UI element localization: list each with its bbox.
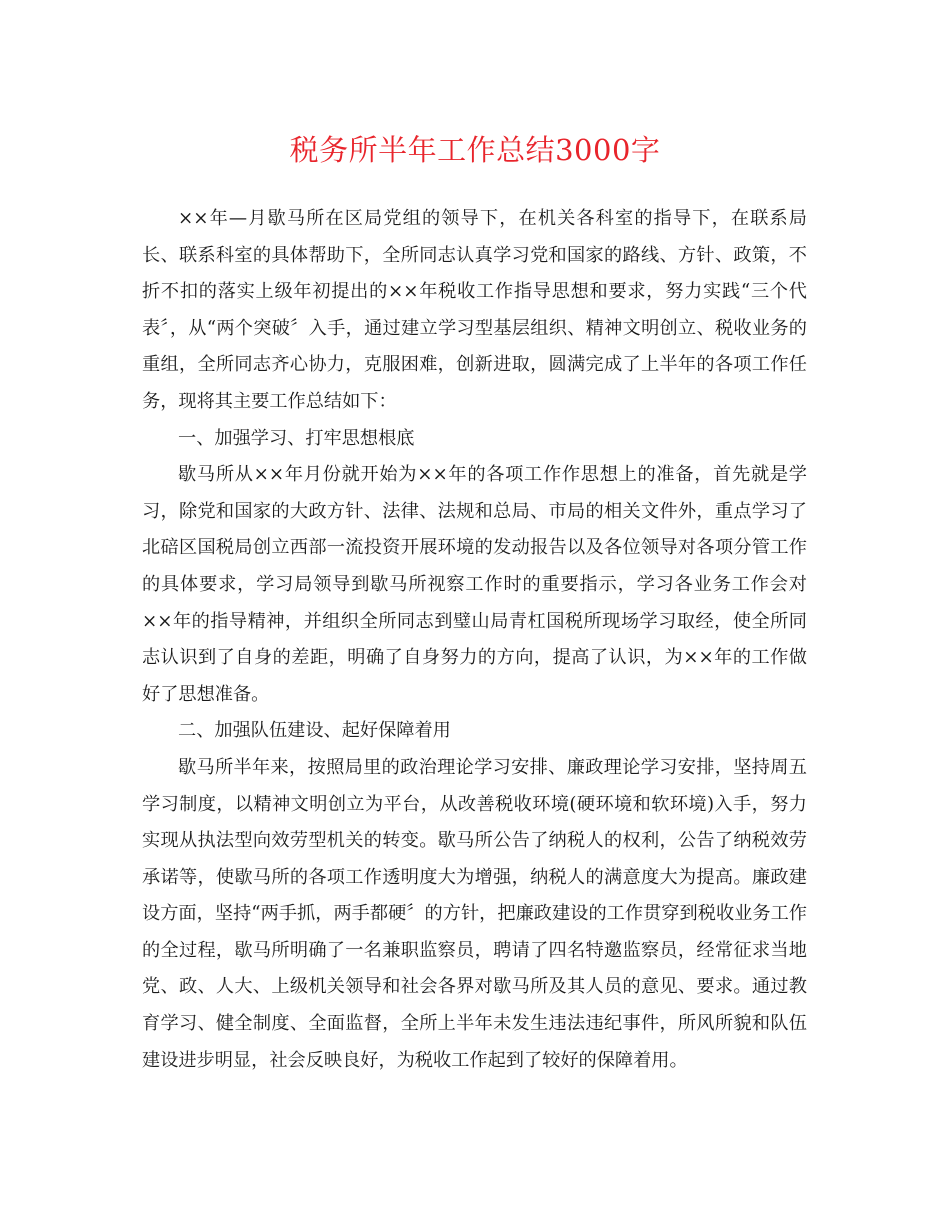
section-heading-2: 二、加强队伍建设、起好保障着用 (178, 720, 451, 742)
section-2-paragraph: 歇马所半年来，按照局里的政治理论学习安排、廉政理论学习安排，坚持周五学习制度，以精神文明创立为平台，从改善税收环境(硬环境和软环境)入手，努力实现从执法型向效劳型机关的转变。歇马所公告了纳税人的权利，公告了纳税效劳承诺等，使歇马所的各项工作透明度大为增强，纳税人的满意度大为提高。廉政建设方面，坚持“两手抓，两手都硬〞的方针，把廉政建设的工作贯穿到税收业务工作的全过程，歇马所明确了一名兼职监察员，聘请了四名特邀监察员，经常征求当地党、政、人大、上级机关领导和社会各界对歇马所及其人员的意见、要求。通过教育学习、健全制度、全面监督，全所上半年未发生违法违纪事件，所风所貌和队伍建设进步明显，社会反映良好，为税收工作起到了较好的保障着用。 (142, 756, 807, 1071)
document-body (142, 201, 807, 1079)
intro-paragraph: ××年—月歇马所在区局党组的领导下，在机关各科室的指导下，在联系局长、联系科室的具体帮助下，全所同志认真学习党和国家的路线、方针、政策，不折不扣的落实上级年初提出的××年税收工作指导思想和要求，努力实践“三个代表〞，从“两个突破〞入手，通过建立学习型基层组织、精神文明创立、税收业务的重组，全所同志齐心协力，克服困难，创新进取，圆满完成了上半年的各项工作任务，现将其主要工作总结如下： (142, 208, 807, 412)
section-1-paragraph: 歇马所从××年月份就开始为××年的各项工作作思想上的准备，首先就是学习，除党和国家的大政方针、法律、法规和总局、市局的相关文件外，重点学习了北碚区国税局创立西部一流投资开展环境的发动报告以及各位领导对各项分管工作的具体要求，学习局领导到歇马所视察工作时的重要指示，学习各业务工作会对××年的指导精神，并组织全所同志到璧山局青杠国税所现场学习取经，使全所同志认识到了自身的差距，明确了自身努力的方向，提高了认识，为××年的工作做好了思想准备。 (142, 464, 807, 705)
section-heading-1: 一、加强学习、打牢思想根底 (178, 427, 415, 449)
document-title: 税务所半年工作总结3000字 (289, 133, 661, 167)
